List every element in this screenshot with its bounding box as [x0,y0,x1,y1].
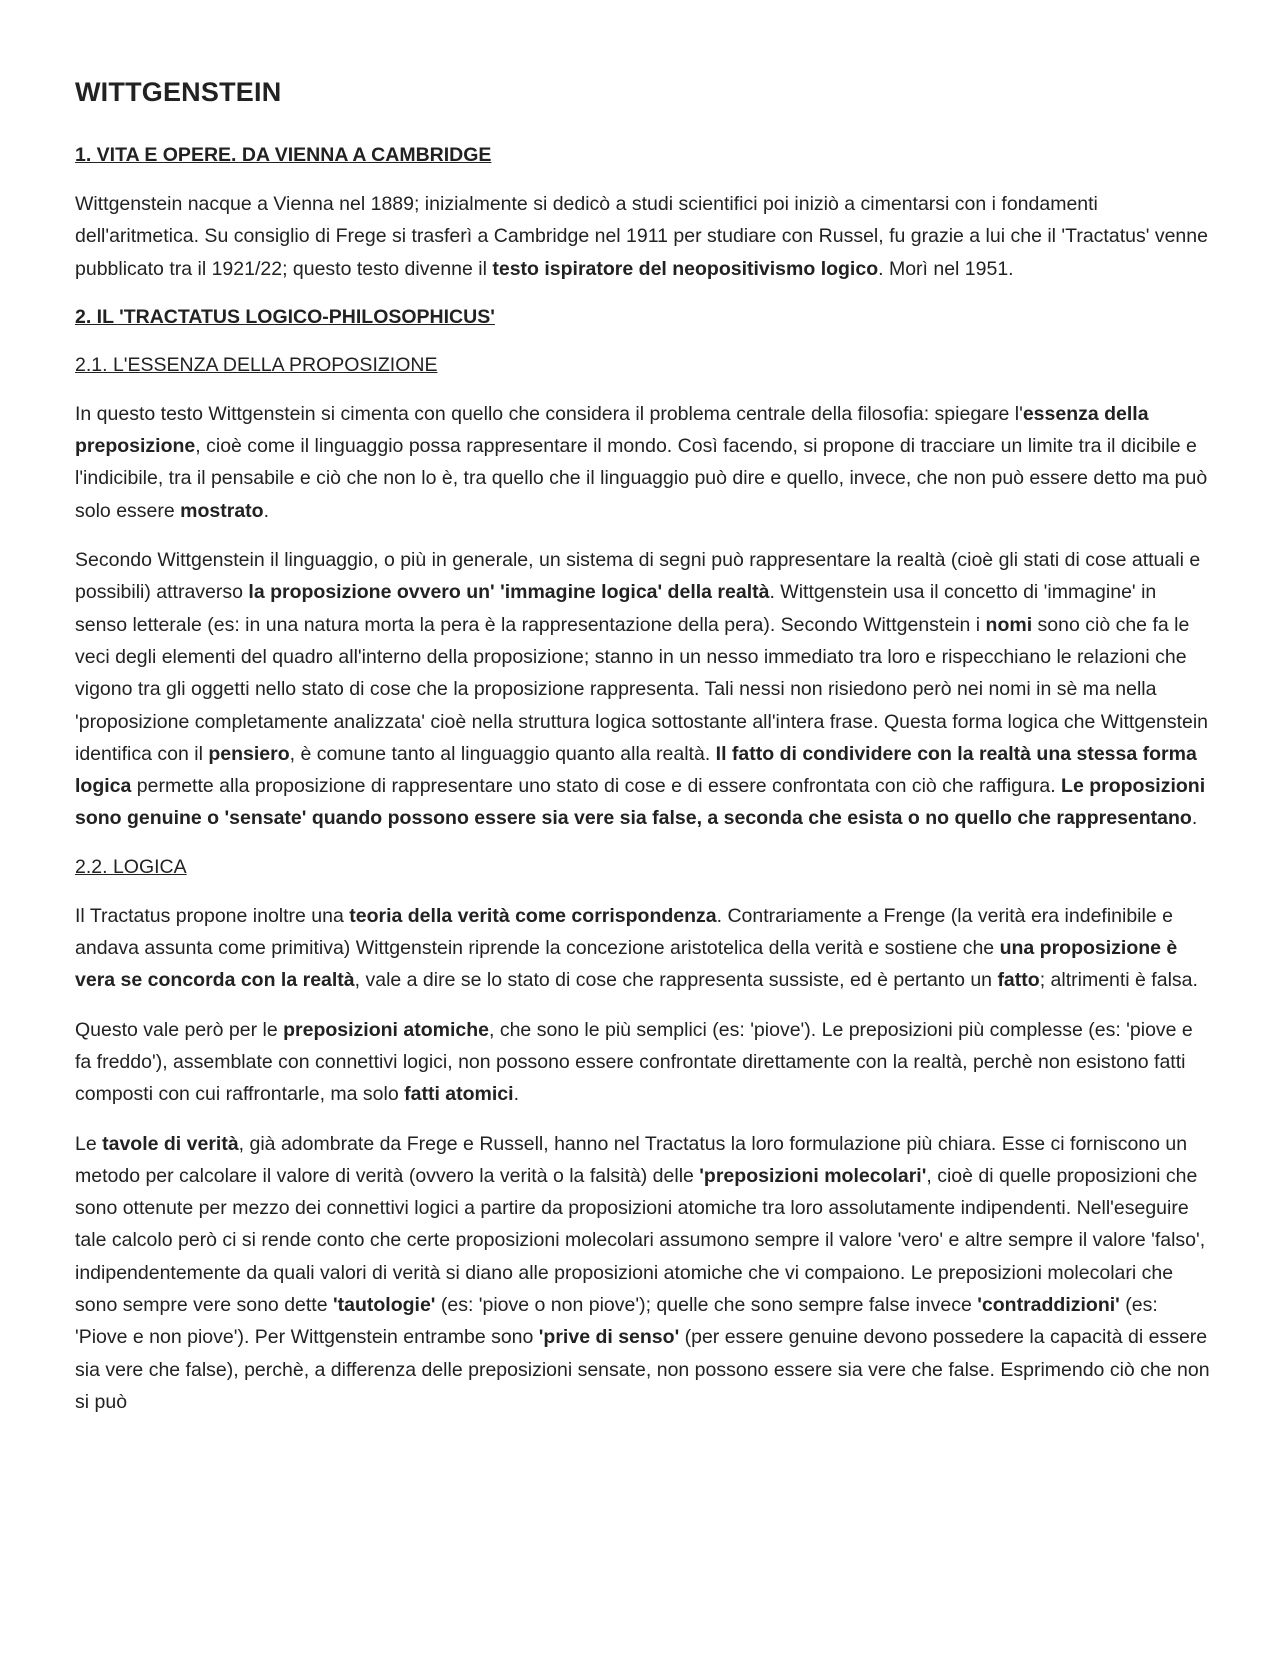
text: , cioè di quelle proposizioni che sono ottenute per mezzo dei connettivi logici a partire da proposizioni atomiche tra loro assolutamente indipendenti. Nell'eseguire tale calcolo però ci si rende conto che certe proposizioni molecolari assumono sempre il valore 'vero' e altre sempre il valore 'falso', indipendentemente da quali valori di verità si diano alle proposizioni atomiche che vi compaiono. Le preposizioni molecolari che sono sempre vere sono dette [75,1164,1206,1317]
bold-text: preposizioni atomiche [283,1018,489,1041]
text: , già adombrate da Frege e Russell, hanno nel Tractatus la loro formulazione più chiara. Esse ci forniscono un metodo per calcolare il valore di verità (ovvero la verità o la falsità) delle [75,1132,1188,1187]
paragraph-tavole-di-verita [75,1128,1210,1419]
bold-text: tavole di verità [102,1132,239,1155]
text: . Morì nel 1951. [878,257,1014,280]
bold-text: Il fatto di condividere con la realtà una stessa forma logica [75,742,1197,798]
bold-text: mostrato [180,499,264,522]
text: . [513,1083,519,1106]
page-title: WITTGENSTEIN [75,77,282,107]
text: Il Tractatus propone inoltre una [75,904,350,927]
text: (es: 'Piove e non piove'). Per Wittgenstein entrambe sono [75,1294,1158,1349]
text: Questo vale però per le [75,1018,284,1041]
text: , è comune tanto al linguaggio quanto alla realtà. [289,742,716,765]
text: ; altrimenti è falsa. [1039,969,1198,992]
paragraph-vita [75,188,1210,285]
section-heading-vita-e-opere: 1. VITA E OPERE. DA VIENNA A CAMBRIDGE [75,144,492,166]
text: Wittgenstein nacque a Vienna nel 1889; inizialmente si dedicò a studi scientifici poi iniziò a cimentarsi con i fondamenti dell'aritmetica. Su consiglio di Frege si trasferì a Cambridge nel 1911 per studiare con Russel, fu grazie a lui che il 'Tractatus' venne pubblicato tra il 1921/22; questo testo divenne il [75,193,1208,280]
text: , cioè come il linguaggio possa rappresentare il mondo. Così facendo, si propone di tracciare un limite tra il dicibile e l'indicibile, tra il pensabile e ciò che non lo è, tra quello che il linguaggio può dire e quello, invece, che non può essere detto ma può solo essere [75,435,1208,522]
paragraph-atomiche [75,1014,1210,1111]
text: (es: 'piove o non piove'); quelle che sono sempre false invece [435,1294,978,1317]
text: Secondo Wittgenstein il linguaggio, o più in generale, un sistema di segni può rappresentare la realtà (cioè gli stati di cose attuali e possibili) attraverso [75,549,1201,604]
bold-text: essenza della preposizione [75,402,1149,458]
bold-text: fatto [997,969,1040,992]
bold-text: 'contraddizioni' [977,1294,1120,1317]
text: , vale a dire se lo stato di cose che rappresenta sussiste, ed è pertanto un [354,969,998,992]
paragraph-essenza [75,398,1210,527]
bold-text: 'preposizioni molecolari' [699,1164,927,1187]
text: . Wittgenstein usa il concetto di 'immagine' in senso letterale (es: in una natura morta la pera è la rappresentazione della pera). Secondo Wittgenstein i [75,581,1157,636]
section-heading-tractatus: 2. IL 'TRACTATUS LOGICO-PHILOSOPHICUS' [75,305,495,328]
text: . [263,499,269,522]
bold-text: la proposizione ovvero un' 'immagine logica' della realtà [248,581,770,604]
text: In questo testo Wittgenstein si cimenta con quello che considera il problema centrale della filosofia: spiegare l' [75,402,1023,425]
bold-text: 'tautologie' [333,1294,436,1317]
bold-text: Le proposizioni sono genuine o 'sensate' quando possono essere sia vere sia false, a seconda che esista o no quello che rappresentano [75,775,1206,830]
text: (per essere genuine devono possedere la capacità di essere sia vere che false), perchè, a differenza delle preposizioni sensate, non possono essere sia vere che false. Esprimendo ciò che non si può [75,1326,1210,1413]
bold-text: teoria della verità come corrispondenza [349,904,717,927]
bold-text: una proposizione è vera se concorda con la realtà [75,937,1178,992]
text: Le [75,1132,103,1155]
text: sono ciò che fa le veci degli elementi del quadro all'interno della proposizione; stanno in un nesso immediato tra loro e rispecchiano le relazioni che vigono tra gli oggetti nello stato di cose che la proposizione rappresenta. Tali nessi non risiedono però nei nomi in sè ma nella 'proposizione completamente analizzata' cioè nella struttura logica sottostante all'intera frase. Questa forma logica che Wittgenstein identifica con il [75,613,1209,765]
text: permette alla proposizione di rappresentare uno stato di cose e di essere confrontata con ciò che raffigura. [131,775,1062,798]
paragraph-immagine-logica [75,544,1210,835]
document-page [75,72,1210,1435]
text: . Contrariamente a Frenge (la verità era indefinibile e andava assunta come primitiva) Wittgenstein riprende la concezione aristotelica della verità e sostiene che [75,904,1173,960]
bold-text: testo ispiratore del neopositivismo logico [492,257,879,280]
bold-text: 'prive di senso' [538,1326,680,1349]
bold-text: nomi [985,613,1033,636]
bold-text: fatti atomici [404,1083,514,1106]
paragraph-verita [75,900,1210,997]
subsection-heading-logica: 2.2. LOGICA [75,855,187,878]
text: . [1191,807,1198,830]
text: , che sono le più semplici (es: 'piove'). Le preposizioni più complesse (es: 'piove e fa freddo'), assemblate con connettivi logici, non possono essere confrontate direttamente con la realtà, perchè non esistono fatti composti con cui raffrontarle, ma solo [75,1018,1193,1106]
bold-text: pensiero [208,742,290,765]
subsection-heading-essenza: 2.1. L'ESSENZA DELLA PROPOSIZIONE [75,353,438,376]
